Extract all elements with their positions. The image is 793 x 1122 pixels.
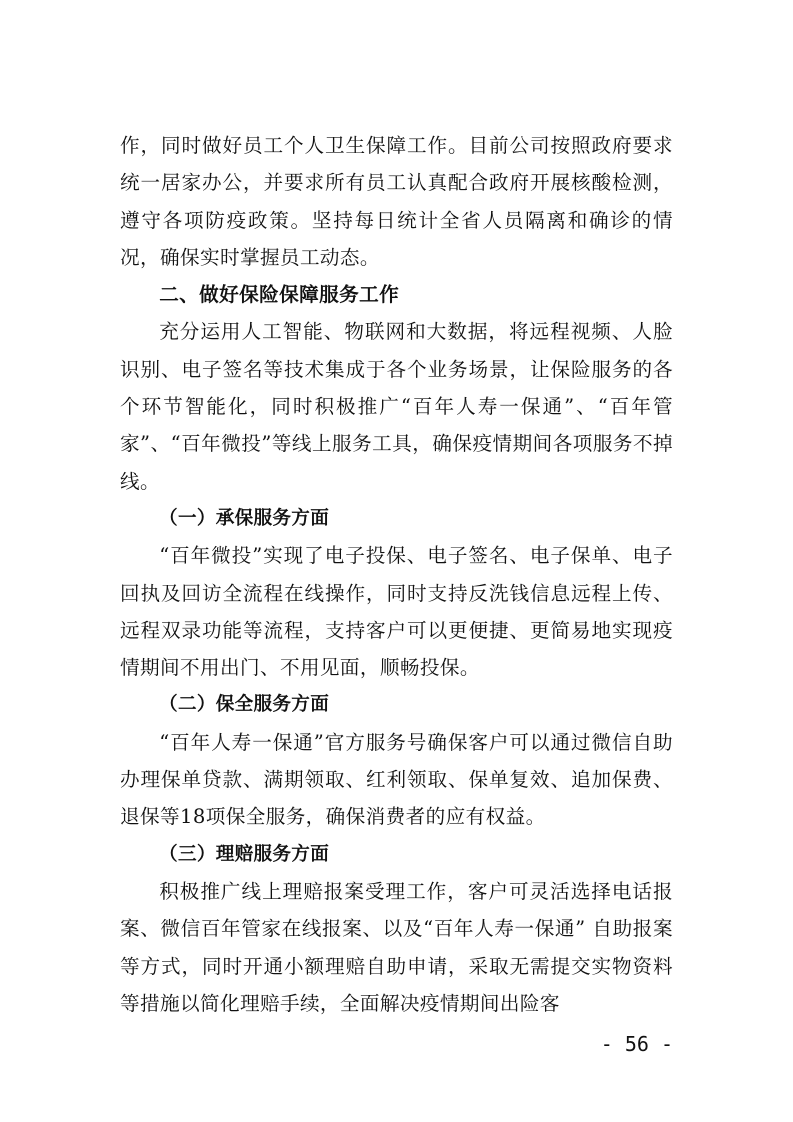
subheading-claims: （三）理赔服务方面 [159, 843, 330, 865]
document-body [120, 127, 673, 1022]
paragraph-underwriting: “百年微投”实现了电子投保、电子签名、电子保单、电子回执及回访全流程在线操作，同时支持反洗钱信息远程上传、 远程双录功能等流程，支持客户可以更便捷、更简易地实现疫情期间不用出门、不用见面，顺畅投保。 [120, 544, 673, 680]
paragraph-preservation: “百年人寿一保通”官方服务号确保客户可以通过微信自助办理保单贷款、满期领取、红利领取、保单复效、追加保费、退保等18项保全服务，确保消费者的应有权益。 [120, 730, 673, 829]
subheading-underwriting: （一）承保服务方面 [159, 507, 330, 529]
paragraph-online-tools: 充分运用人工智能、物联网和大数据，将远程视频、人脸识别、电子签名等技术集成于各个业务场景，让保险服务的各个环节智能化，同时积极推广“百年人寿一保通”、“百年管家”、“百年微投”等线上服务工具，确保疫情期间各项服务不掉线。 [120, 320, 673, 493]
paragraph-staff-hygiene: 作，同时做好员工个人卫生保障工作。目前公司按照政府要求统一居家办公，并要求所有员工认真配合政府开展核酸检测，遵守各项防疫政策。坚持每日统计全省人员隔离和确诊的情况，确保实时掌握员工动态。 [120, 134, 673, 269]
subheading-preservation: （二）保全服务方面 [159, 694, 330, 716]
section-heading-insurance-service: 二、做好保险保障服务工作 [159, 283, 400, 307]
paragraph-claims: 积极推广线上理赔报案受理工作，客户可灵活选择电话报案、微信百年管家在线报案、以及“百年人寿一保通” 自助报案等方式，同时开通小额理赔自助申请，采取无需提交实物资料等措施以简化理赔手续，全面解决疫情期间出险客 [120, 879, 673, 1015]
page-number: - 56 - [600, 1032, 673, 1056]
